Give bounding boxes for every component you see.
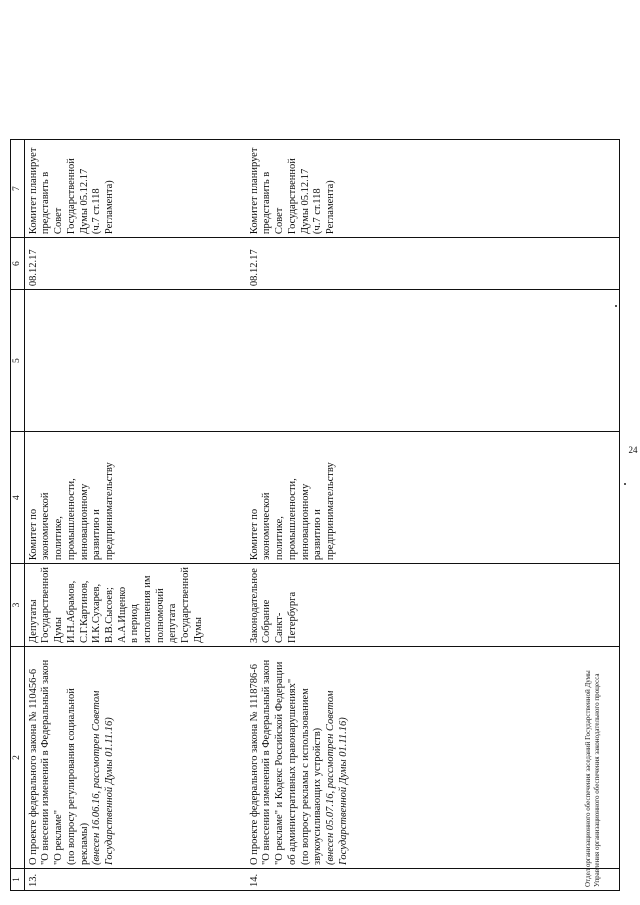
column-header: 4 <box>11 432 25 564</box>
bill-authors: Депутаты Государственной Думы И.Н.Абрамов, С.Г.Картинов, И.К.Сухарев, В.В.Сысоев; А.А.Ищенко в период исполнения им полномочий депутата Государственной Думы <box>24 564 246 647</box>
responsible-committee: Комитет по экономической политике, промышленности, инновационному развитию и предпринимательству <box>246 432 620 564</box>
column-header: 7 <box>11 140 25 238</box>
table-row <box>246 140 620 891</box>
agenda-table <box>10 139 620 891</box>
committee-remark: Комитет планирует представить в Совет Государственной Думы 05.12.17 (ч.7 ст.118 Регламента) <box>246 140 620 238</box>
column-header: 2 <box>11 647 25 869</box>
bill-authors: Законодательное Собрание Санкт- Петербурга <box>246 564 620 647</box>
column-header: 3 <box>11 564 25 647</box>
bill-description <box>24 647 246 869</box>
document-footer <box>584 670 602 887</box>
column-header: 5 <box>11 290 25 432</box>
column-number-row <box>11 140 25 891</box>
bill-title: О проекте федерального закона № 1118786-6 "О внесении изменений в Федеральный закон "О рекламе" и Кодекс Российской Федерации об административных правонарушениях" (по вопросу рекламы с использованием звукоусиливающих устройств) <box>248 659 324 865</box>
row-number: 14. <box>246 869 620 891</box>
scan-speck <box>615 305 617 307</box>
column-5-cell <box>24 290 246 432</box>
footer-line: Отдел организационного обеспечения заседаний Государственной Думы <box>584 670 592 887</box>
bill-description <box>246 647 620 869</box>
bill-note: (внесен 05.07.16, рассмотрен Советом Государственной Думы 01.11.16) <box>324 690 349 865</box>
scan-speck <box>624 483 626 485</box>
committee-remark: Комитет планирует представить в Совет Государственной Думы 05.12.17 (ч.7 ст.118 Регламента) <box>24 140 246 238</box>
bill-note: (внесен 16.06.16, рассмотрен Советом Государственной Думы 01.11.16) <box>91 690 115 865</box>
footer-line: Управления организационного обеспечения законодательного процесса <box>593 673 601 887</box>
column-header: 6 <box>11 238 25 290</box>
responsible-committee: Комитет по экономической политике, промышленности, инновационному развитию и предпринимательству <box>24 432 246 564</box>
column-5-cell <box>246 290 620 432</box>
review-date: 08.12.17 <box>246 238 620 290</box>
bill-title: О проекте федерального закона № 110456-6 "О внесении изменений в Федеральный закон "О рекламе" (по вопросу регулирования социальной рекламы) <box>27 659 90 865</box>
table-row <box>24 140 246 891</box>
row-number: 13. <box>24 869 246 891</box>
column-header: 1 <box>11 869 25 891</box>
page-number: 24 <box>628 445 638 455</box>
review-date: 08.12.17 <box>24 238 246 290</box>
